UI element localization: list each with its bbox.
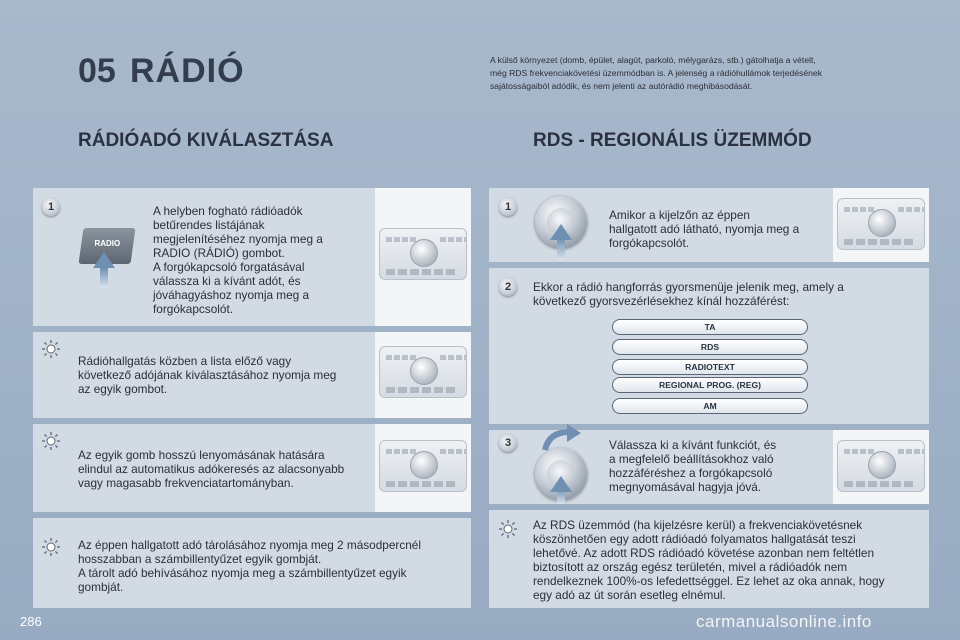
text-line: Ekkor a rádió hangforrás gyorsmenüje jelenik meg, amely a	[533, 280, 844, 294]
section-title-station-select: RÁDIÓADÓ KIVÁLASZTÁSA	[78, 130, 334, 151]
sun-tip-icon	[499, 520, 517, 538]
menu-item-rds: RDS	[612, 339, 808, 355]
preset-buttons	[386, 481, 458, 487]
text-line: hallgatott adó látható, nyomja meg a	[609, 222, 800, 236]
text-line: vagy magasabb frekvenciatartományban.	[78, 476, 294, 490]
radio-faceplate	[837, 440, 925, 492]
text-line: Az RDS üzemmód (ha kijelzésre kerül) a frekvenciakövetésnek	[533, 518, 863, 532]
sun-tip-icon	[42, 340, 60, 358]
radio-unit-illustration	[833, 430, 929, 504]
radio-unit-illustration	[375, 332, 471, 418]
left-tip3-panel	[33, 518, 471, 608]
text-line: Amikor a kijelzőn az éppen	[609, 208, 750, 222]
left-tip2-panel	[33, 424, 471, 512]
text-line: gombját.	[78, 580, 124, 594]
notice-line: A külső környezet (domb, épület, alagút, parkoló, mélygarázs, stb.) gátolhatja a vételt,	[490, 55, 816, 65]
button-row	[386, 237, 418, 242]
press-arrow-icon	[550, 224, 572, 240]
tip-text	[78, 538, 468, 594]
text-line: köszönhetően egy adott rádióadó folyamatos hallgatását teszi	[533, 532, 856, 546]
preset-buttons	[386, 387, 458, 393]
text-line: Az éppen hallgatott adó tárolásához nyomja meg 2 másodpercnél	[78, 538, 421, 552]
text-line: jóváhagyáshoz nyomja meg a	[153, 288, 310, 302]
text-line: következő adójának kiválasztásához nyomja meg	[78, 368, 337, 382]
watermark: carmanualsonline.info	[696, 612, 872, 631]
section-title-rds-regional: RDS - REGIONÁLIS ÜZEMMÓD	[533, 130, 812, 151]
sun-tip-icon	[42, 538, 60, 556]
rotary-knob-icon	[410, 239, 438, 267]
left-step1-panel	[33, 188, 471, 326]
text-line: A forgókapcsoló forgatásával	[153, 260, 305, 274]
text-line: megnyomásával hagyja jóvá.	[609, 480, 762, 494]
text-line: lehetővé. Az adott RDS rádióadó követése azonban nem feltétlen	[533, 546, 875, 560]
text-line: az egyik gombot.	[78, 382, 168, 396]
tip-text	[533, 518, 923, 602]
text-line: válassza ki a kívánt adót, és	[153, 274, 301, 288]
left-tip1-panel	[33, 332, 471, 418]
radio-unit-illustration	[833, 188, 929, 262]
radio-faceplate	[837, 198, 925, 250]
notice-line: sajátosságaiból adódik, és nem jelenti az autórádió meghibásodását.	[490, 81, 753, 91]
button-row	[440, 355, 466, 360]
menu-item-regional-prog: REGIONAL PROG. (REG)	[612, 377, 808, 393]
chapter-number: 05	[78, 52, 116, 90]
text-line: egy adó az út során esetleg elnémul.	[533, 588, 726, 602]
rotary-knob-icon	[868, 451, 896, 479]
button-row	[898, 449, 924, 454]
radio-faceplate	[379, 346, 467, 398]
right-step3-panel	[489, 430, 929, 504]
text-line: hozzáféréshez a forgókapcsoló	[609, 466, 773, 480]
page-number: 286	[20, 614, 42, 629]
text-line: rendelkeznek 100%-os lefedettséggel. Ez lehet az oka annak, hogy	[533, 574, 885, 588]
text-line: hosszabban a számbillentyűzet egyik gombját.	[78, 552, 322, 566]
preset-buttons	[844, 239, 916, 245]
press-arrow-stem	[557, 238, 565, 260]
step-instructions	[609, 438, 829, 494]
preset-buttons	[386, 269, 458, 275]
step-number-badge: 1	[42, 198, 60, 216]
tip-text	[78, 354, 378, 396]
press-arrow-icon	[93, 252, 115, 268]
text-line: biztosított az ország egész területén, mivel a rádióadók nem	[533, 560, 848, 574]
press-arrow-stem	[100, 268, 108, 288]
menu-item-ta: TA	[612, 319, 808, 335]
text-line: Rádióhallgatás közben a lista előző vagy	[78, 354, 292, 368]
text-line: elindul az automatikus adókeresés az alacsonyabb	[78, 462, 345, 476]
text-line: forgókapcsolót.	[153, 302, 234, 316]
button-row	[440, 449, 466, 454]
rotary-knob-icon	[410, 357, 438, 385]
text-line: RADIO (RÁDIÓ) gombot.	[153, 246, 285, 260]
radio-faceplate	[379, 228, 467, 280]
radio-unit-illustration	[375, 424, 471, 512]
text-line: A helyben fogható rádióadók	[153, 204, 303, 218]
press-arrow-icon	[550, 476, 572, 492]
menu-item-radiotext: RADIOTEXT	[612, 359, 808, 375]
menu-item-am: AM	[612, 398, 808, 414]
step-instructions	[609, 208, 829, 250]
step-instructions	[533, 280, 913, 308]
button-row	[844, 207, 876, 212]
text-line: megjelenítéséhez nyomja meg a	[153, 232, 323, 246]
button-row	[386, 355, 418, 360]
rotary-knob-icon	[868, 209, 896, 237]
text-line: Az egyik gomb hosszú lenyomásának hatására	[78, 448, 325, 462]
step-number-badge: 2	[499, 278, 517, 296]
button-row	[898, 207, 924, 212]
step-instructions	[153, 204, 363, 316]
chapter-title: RÁDIÓ	[130, 52, 245, 90]
radio-button-label: RADIO	[94, 239, 121, 248]
step-number-badge: 3	[499, 434, 517, 452]
rotary-knob-icon	[410, 451, 438, 479]
text-line: A tárolt adó behívásához nyomja meg a számbillentyűzet egyik	[78, 566, 407, 580]
button-row	[386, 449, 418, 454]
step-number-badge: 1	[499, 198, 517, 216]
button-row	[844, 449, 876, 454]
text-line: betűrendes listájának	[153, 218, 265, 232]
button-row	[440, 237, 466, 242]
right-tip-panel	[489, 510, 929, 608]
text-line: a megfelelő beállításokhoz való	[609, 452, 774, 466]
right-step1-panel	[489, 188, 929, 262]
text-line: következő gyorsvezérlésekhez kínál hozzáférést:	[533, 294, 790, 308]
text-line: forgókapcsolót.	[609, 236, 690, 250]
radio-unit-illustration	[375, 188, 471, 326]
text-line: Válassza ki a kívánt funkciót, és	[609, 438, 777, 452]
radio-faceplate	[379, 440, 467, 492]
tip-text	[78, 448, 378, 490]
sun-tip-icon	[42, 432, 60, 450]
reception-notice	[490, 54, 920, 93]
preset-buttons	[844, 481, 916, 487]
notice-line: még RDS frekvenciakövetési üzemmódban is. A jelenség a rádióhullámok terjedésének	[490, 68, 822, 78]
